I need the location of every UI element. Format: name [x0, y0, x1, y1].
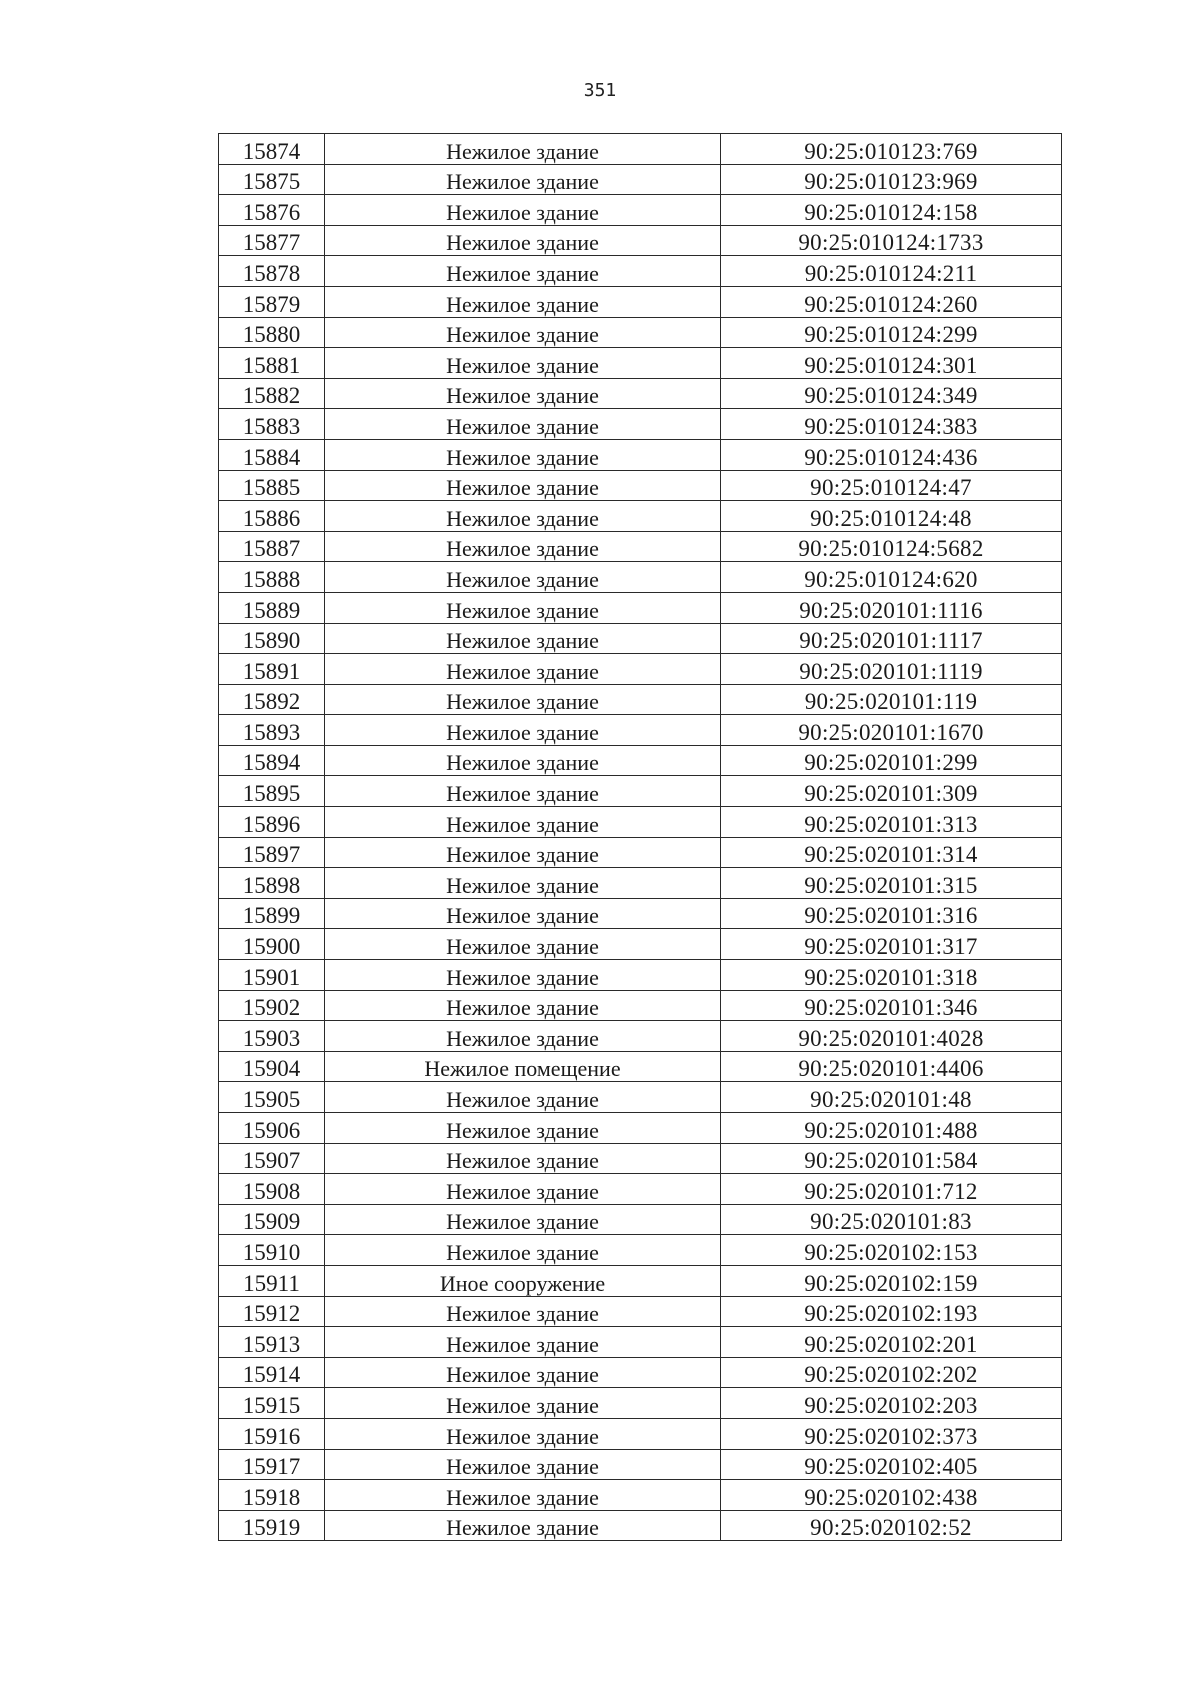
object-type-cell: Нежилое здание: [325, 929, 721, 960]
object-type-cell: Нежилое здание: [325, 684, 721, 715]
table-row: [219, 684, 1062, 715]
row-number-cell: 15884: [219, 439, 325, 470]
table-row: [219, 1510, 1062, 1541]
row-number-cell: 15912: [219, 1296, 325, 1327]
object-type-cell: Нежилое здание: [325, 531, 721, 562]
row-number-cell: 15915: [219, 1388, 325, 1419]
cadastral-number-cell: 90:25:020101:1117: [721, 623, 1062, 654]
cadastral-number-cell: 90:25:010124:620: [721, 562, 1062, 593]
cadastral-number-cell: 90:25:020102:201: [721, 1327, 1062, 1358]
row-number-cell: 15901: [219, 960, 325, 991]
object-type-cell: Нежилое здание: [325, 745, 721, 776]
object-type-cell: Нежилое здание: [325, 807, 721, 838]
row-number-cell: 15896: [219, 807, 325, 838]
table-row: [219, 1388, 1062, 1419]
object-type-cell: Нежилое здание: [325, 1388, 721, 1419]
object-type-cell: Иное сооружение: [325, 1265, 721, 1296]
table-row: [219, 1480, 1062, 1511]
object-type-cell: Нежилое здание: [325, 409, 721, 440]
table-row: [219, 348, 1062, 379]
row-number-cell: 15907: [219, 1143, 325, 1174]
cadastral-number-cell: 90:25:020102:52: [721, 1510, 1062, 1541]
object-type-cell: Нежилое здание: [325, 837, 721, 868]
table-row: [219, 1235, 1062, 1266]
object-type-cell: Нежилое здание: [325, 317, 721, 348]
row-number-cell: 15892: [219, 684, 325, 715]
object-type-cell: Нежилое здание: [325, 715, 721, 746]
object-type-cell: Нежилое здание: [325, 1082, 721, 1113]
table-row: [219, 776, 1062, 807]
table-row: [219, 1174, 1062, 1205]
object-type-cell: Нежилое здание: [325, 195, 721, 226]
row-number-cell: 15902: [219, 990, 325, 1021]
cadastral-number-cell: 90:25:020102:193: [721, 1296, 1062, 1327]
object-type-cell: Нежилое здание: [325, 1113, 721, 1144]
row-number-cell: 15900: [219, 929, 325, 960]
row-number-cell: 15889: [219, 592, 325, 623]
cadastral-number-cell: 90:25:020102:159: [721, 1265, 1062, 1296]
object-type-cell: Нежилое здание: [325, 1296, 721, 1327]
cadastral-number-cell: 90:25:020102:203: [721, 1388, 1062, 1419]
object-type-cell: Нежилое здание: [325, 439, 721, 470]
object-type-cell: Нежилое здание: [325, 134, 721, 165]
row-number-cell: 15894: [219, 745, 325, 776]
row-number-cell: 15888: [219, 562, 325, 593]
cadastral-number-cell: 90:25:020101:346: [721, 990, 1062, 1021]
object-type-cell: Нежилое здание: [325, 348, 721, 379]
cadastral-number-cell: 90:25:010124:436: [721, 439, 1062, 470]
row-number-cell: 15877: [219, 225, 325, 256]
object-type-cell: Нежилое здание: [325, 562, 721, 593]
registry-table-container: [218, 133, 1058, 1541]
cadastral-number-cell: 90:25:020101:299: [721, 745, 1062, 776]
table-row: [219, 225, 1062, 256]
cadastral-number-cell: 90:25:020101:1119: [721, 654, 1062, 685]
row-number-cell: 15897: [219, 837, 325, 868]
table-row: [219, 837, 1062, 868]
table-row: [219, 286, 1062, 317]
row-number-cell: 15918: [219, 1480, 325, 1511]
row-number-cell: 15878: [219, 256, 325, 287]
object-type-cell: Нежилое здание: [325, 776, 721, 807]
row-number-cell: 15909: [219, 1204, 325, 1235]
cadastral-number-cell: 90:25:010123:969: [721, 164, 1062, 195]
cadastral-number-cell: 90:25:020101:317: [721, 929, 1062, 960]
table-row: [219, 1113, 1062, 1144]
table-row: [219, 1265, 1062, 1296]
cadastral-number-cell: 90:25:010124:158: [721, 195, 1062, 226]
row-number-cell: 15886: [219, 501, 325, 532]
table-row: [219, 195, 1062, 226]
cadastral-number-cell: 90:25:010124:349: [721, 378, 1062, 409]
table-row: [219, 898, 1062, 929]
cadastral-number-cell: 90:25:010123:769: [721, 134, 1062, 165]
table-row: [219, 623, 1062, 654]
object-type-cell: Нежилое здание: [325, 1174, 721, 1205]
row-number-cell: 15917: [219, 1449, 325, 1480]
row-number-cell: 15906: [219, 1113, 325, 1144]
row-number-cell: 15905: [219, 1082, 325, 1113]
row-number-cell: 15899: [219, 898, 325, 929]
table-row: [219, 562, 1062, 593]
cadastral-number-cell: 90:25:020102:153: [721, 1235, 1062, 1266]
cadastral-number-cell: 90:25:020101:48: [721, 1082, 1062, 1113]
cadastral-number-cell: 90:25:020101:318: [721, 960, 1062, 991]
row-number-cell: 15876: [219, 195, 325, 226]
cadastral-number-cell: 90:25:020101:1670: [721, 715, 1062, 746]
cadastral-number-cell: 90:25:020101:314: [721, 837, 1062, 868]
cadastral-number-cell: 90:25:020102:438: [721, 1480, 1062, 1511]
cadastral-number-cell: 90:25:010124:299: [721, 317, 1062, 348]
table-row: [219, 990, 1062, 1021]
table-row: [219, 317, 1062, 348]
table-row: [219, 1051, 1062, 1082]
object-type-cell: Нежилое здание: [325, 1204, 721, 1235]
object-type-cell: Нежилое здание: [325, 623, 721, 654]
object-type-cell: Нежилое здание: [325, 1143, 721, 1174]
table-row: [219, 807, 1062, 838]
row-number-cell: 15881: [219, 348, 325, 379]
row-number-cell: 15880: [219, 317, 325, 348]
object-type-cell: Нежилое здание: [325, 1021, 721, 1052]
object-type-cell: Нежилое здание: [325, 898, 721, 929]
object-type-cell: Нежилое здание: [325, 592, 721, 623]
table-row: [219, 256, 1062, 287]
row-number-cell: 15875: [219, 164, 325, 195]
row-number-cell: 15916: [219, 1418, 325, 1449]
table-row: [219, 1296, 1062, 1327]
row-number-cell: 15913: [219, 1327, 325, 1358]
row-number-cell: 15903: [219, 1021, 325, 1052]
object-type-cell: Нежилое здание: [325, 960, 721, 991]
table-row: [219, 1143, 1062, 1174]
cadastral-number-cell: 90:25:020102:373: [721, 1418, 1062, 1449]
object-type-cell: Нежилое здание: [325, 1418, 721, 1449]
table-row: [219, 1021, 1062, 1052]
cadastral-number-cell: 90:25:020101:4028: [721, 1021, 1062, 1052]
object-type-cell: Нежилое здание: [325, 164, 721, 195]
cadastral-number-cell: 90:25:020101:83: [721, 1204, 1062, 1235]
object-type-cell: Нежилое здание: [325, 868, 721, 899]
cadastral-number-cell: 90:25:020101:316: [721, 898, 1062, 929]
table-row: [219, 501, 1062, 532]
object-type-cell: Нежилое здание: [325, 256, 721, 287]
row-number-cell: 15914: [219, 1357, 325, 1388]
table-row: [219, 409, 1062, 440]
cadastral-number-cell: 90:25:010124:47: [721, 470, 1062, 501]
row-number-cell: 15883: [219, 409, 325, 440]
table-row: [219, 439, 1062, 470]
object-type-cell: Нежилое здание: [325, 1449, 721, 1480]
registry-table: [218, 133, 1062, 1541]
object-type-cell: Нежилое здание: [325, 1357, 721, 1388]
row-number-cell: 15882: [219, 378, 325, 409]
row-number-cell: 15887: [219, 531, 325, 562]
object-type-cell: Нежилое здание: [325, 470, 721, 501]
registry-table-body: [219, 134, 1062, 1541]
table-row: [219, 531, 1062, 562]
table-row: [219, 960, 1062, 991]
table-row: [219, 745, 1062, 776]
row-number-cell: 15911: [219, 1265, 325, 1296]
object-type-cell: Нежилое здание: [325, 225, 721, 256]
table-row: [219, 715, 1062, 746]
row-number-cell: 15908: [219, 1174, 325, 1205]
object-type-cell: Нежилое здание: [325, 286, 721, 317]
object-type-cell: Нежилое здание: [325, 1480, 721, 1511]
row-number-cell: 15910: [219, 1235, 325, 1266]
table-row: [219, 134, 1062, 165]
table-row: [219, 929, 1062, 960]
cadastral-number-cell: 90:25:010124:48: [721, 501, 1062, 532]
cadastral-number-cell: 90:25:010124:260: [721, 286, 1062, 317]
row-number-cell: 15879: [219, 286, 325, 317]
object-type-cell: Нежилое здание: [325, 378, 721, 409]
row-number-cell: 15890: [219, 623, 325, 654]
cadastral-number-cell: 90:25:020101:584: [721, 1143, 1062, 1174]
cadastral-number-cell: 90:25:020102:405: [721, 1449, 1062, 1480]
cadastral-number-cell: 90:25:010124:1733: [721, 225, 1062, 256]
row-number-cell: 15885: [219, 470, 325, 501]
table-row: [219, 1082, 1062, 1113]
table-row: [219, 1418, 1062, 1449]
row-number-cell: 15898: [219, 868, 325, 899]
object-type-cell: Нежилое здание: [325, 1235, 721, 1266]
row-number-cell: 15893: [219, 715, 325, 746]
table-row: [219, 378, 1062, 409]
cadastral-number-cell: 90:25:020101:309: [721, 776, 1062, 807]
object-type-cell: Нежилое помещение: [325, 1051, 721, 1082]
row-number-cell: 15874: [219, 134, 325, 165]
table-row: [219, 868, 1062, 899]
table-row: [219, 1327, 1062, 1358]
cadastral-number-cell: 90:25:020101:315: [721, 868, 1062, 899]
cadastral-number-cell: 90:25:010124:301: [721, 348, 1062, 379]
object-type-cell: Нежилое здание: [325, 654, 721, 685]
page-number: 351: [583, 80, 617, 101]
row-number-cell: 15895: [219, 776, 325, 807]
cadastral-number-cell: 90:25:020101:712: [721, 1174, 1062, 1205]
row-number-cell: 15904: [219, 1051, 325, 1082]
object-type-cell: Нежилое здание: [325, 990, 721, 1021]
object-type-cell: Нежилое здание: [325, 501, 721, 532]
row-number-cell: 15919: [219, 1510, 325, 1541]
table-row: [219, 164, 1062, 195]
object-type-cell: Нежилое здание: [325, 1327, 721, 1358]
cadastral-number-cell: 90:25:020101:119: [721, 684, 1062, 715]
cadastral-number-cell: 90:25:020102:202: [721, 1357, 1062, 1388]
table-row: [219, 470, 1062, 501]
object-type-cell: Нежилое здание: [325, 1510, 721, 1541]
cadastral-number-cell: 90:25:010124:211: [721, 256, 1062, 287]
cadastral-number-cell: 90:25:010124:383: [721, 409, 1062, 440]
cadastral-number-cell: 90:25:010124:5682: [721, 531, 1062, 562]
row-number-cell: 15891: [219, 654, 325, 685]
table-row: [219, 1204, 1062, 1235]
cadastral-number-cell: 90:25:020101:488: [721, 1113, 1062, 1144]
table-row: [219, 654, 1062, 685]
cadastral-number-cell: 90:25:020101:4406: [721, 1051, 1062, 1082]
cadastral-number-cell: 90:25:020101:1116: [721, 592, 1062, 623]
cadastral-number-cell: 90:25:020101:313: [721, 807, 1062, 838]
table-row: [219, 1357, 1062, 1388]
table-row: [219, 1449, 1062, 1480]
table-row: [219, 592, 1062, 623]
